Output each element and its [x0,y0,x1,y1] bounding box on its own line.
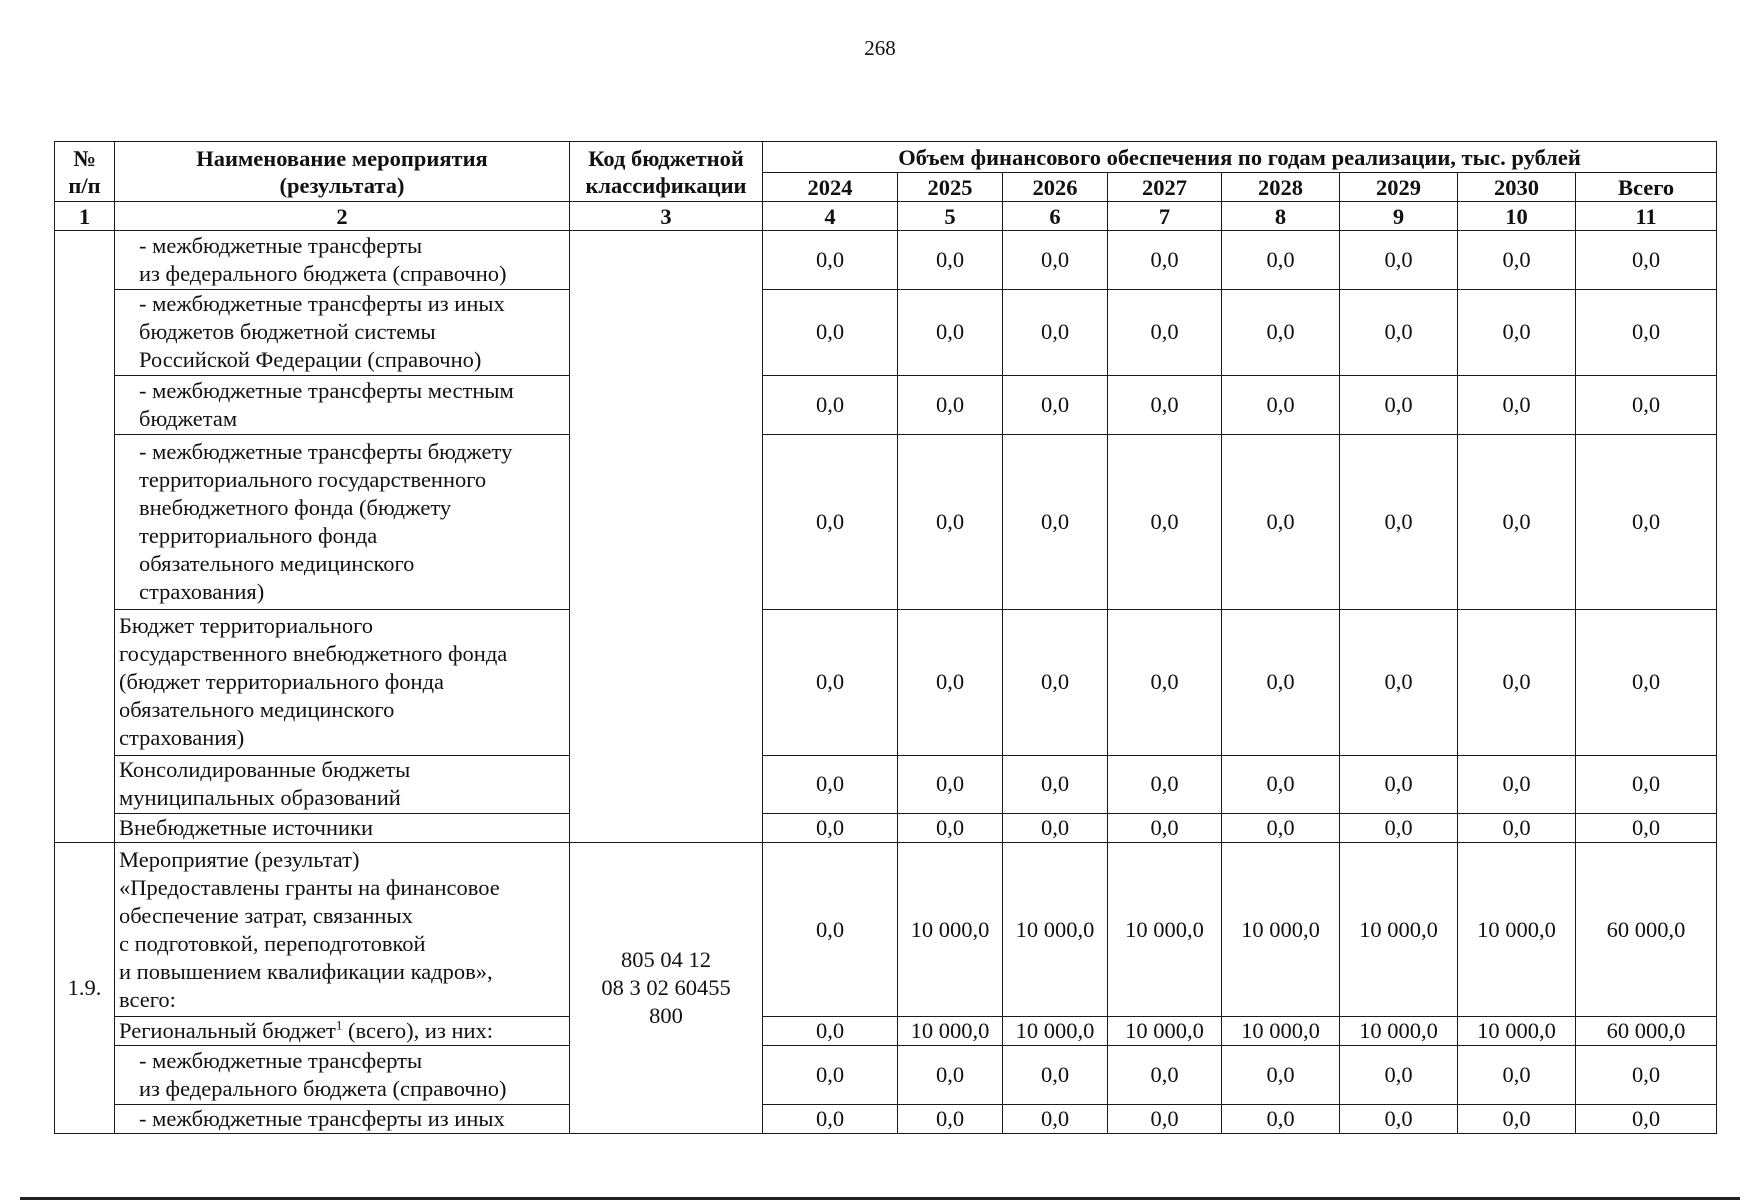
value-cell: 0,0 [1003,755,1108,814]
header-row-1 [55,142,1717,173]
value-cell: 0,0 [1458,755,1576,814]
value-cell: 0,0 [1576,376,1717,435]
header-col-no: № п/п [55,142,115,202]
value-cell: 0,0 [1108,1046,1222,1105]
value-cell: 0,0 [1458,1104,1576,1133]
header-index-row [55,202,1717,231]
value-cell: 10 000,0 [1458,1016,1576,1045]
value-cell: 0,0 [898,610,1003,755]
value-cell: 0,0 [1340,289,1458,376]
value-cell: 0,0 [1458,1046,1576,1105]
value-cell: 0,0 [1108,434,1222,610]
value-cell: 0,0 [1222,231,1340,290]
index-cell: 5 [898,202,1003,231]
table-row [55,231,1717,290]
value-cell: 0,0 [1108,814,1222,843]
value-cell: 0,0 [898,289,1003,376]
table-row [55,289,1717,376]
table-row-item-1-9 [55,843,1717,1017]
value-cell: 0,0 [898,814,1003,843]
value-cell: 0,0 [1458,610,1576,755]
value-cell: 10 000,0 [1003,1016,1108,1045]
row-name: - межбюджетные трансферты из иных бюджетов бюджетной системы Российской Федерации (справочно) [115,289,570,376]
footnote-marker: 1 [335,1017,343,1033]
value-cell: 0,0 [1003,434,1108,610]
value-cell: 0,0 [1340,231,1458,290]
table-row [55,1104,1717,1133]
value-cell: 0,0 [1576,1046,1717,1105]
value-cell: 10 000,0 [1003,843,1108,1017]
value-cell: 0,0 [1108,1104,1222,1133]
value-cell: 0,0 [1222,376,1340,435]
index-cell: 1 [55,202,115,231]
index-cell: 10 [1458,202,1576,231]
table-row [55,610,1717,755]
value-cell: 0,0 [763,814,898,843]
value-cell: 0,0 [1222,814,1340,843]
value-cell: 0,0 [1108,289,1222,376]
header-year: 2026 [1003,173,1108,202]
value-cell: 0,0 [1108,376,1222,435]
value-cell: 0,0 [1340,1046,1458,1105]
value-cell: 0,0 [763,755,898,814]
value-cell: 0,0 [1003,814,1108,843]
value-cell: 0,0 [763,1104,898,1133]
value-cell: 0,0 [1458,376,1576,435]
table-row [55,1016,1717,1045]
value-cell: 10 000,0 [1340,843,1458,1017]
code-empty [570,231,763,843]
index-cell: 4 [763,202,898,231]
row-name: - межбюджетные трансферты из федерального бюджета (справочно) [115,231,570,290]
value-cell: 0,0 [1340,376,1458,435]
value-cell: 10 000,0 [1108,1016,1222,1045]
value-cell: 0,0 [1340,814,1458,843]
index-cell: 2 [115,202,570,231]
value-cell: 0,0 [1576,610,1717,755]
value-cell: 0,0 [763,289,898,376]
value-cell: 0,0 [1576,755,1717,814]
value-cell: 0,0 [1222,755,1340,814]
value-cell: 0,0 [1222,1104,1340,1133]
header-col-name: Наименование мероприятия (результата) [115,142,570,202]
header-year: 2029 [1340,173,1458,202]
header-year: 2025 [898,173,1003,202]
value-cell: 0,0 [1108,755,1222,814]
value-cell: 0,0 [1340,434,1458,610]
value-cell: 0,0 [1222,289,1340,376]
value-cell: 10 000,0 [1222,843,1340,1017]
value-cell: 0,0 [898,1046,1003,1105]
value-cell: 0,0 [1458,814,1576,843]
value-cell: 0,0 [1576,814,1717,843]
header-col-volume: Объем финансового обеспечения по годам реализации, тыс. рублей [763,142,1717,173]
row-name: Мероприятие (результат) «Предоставлены гранты на финансовое обеспечение затрат, связанных с подготовкой, переподготовкой и повышением квалификации кадров», всего: [115,843,570,1017]
table-row [55,434,1717,610]
value-cell: 0,0 [1003,376,1108,435]
value-cell: 0,0 [763,376,898,435]
row-name: Внебюджетные источники [115,814,570,843]
index-cell: 9 [1340,202,1458,231]
value-cell: 10 000,0 [898,843,1003,1017]
value-cell: 0,0 [1458,231,1576,290]
value-cell: 0,0 [1003,231,1108,290]
header-col-code: Код бюджетной классификации [570,142,763,202]
row-name: - межбюджетные трансферты бюджету территориального государственного внебюджетного фонда (бюджету территориального фонда обязательного медицинского страхования) [115,434,570,610]
index-cell: 8 [1222,202,1340,231]
header-year: 2030 [1458,173,1576,202]
row-number: 1.9. [55,843,115,1134]
value-cell: 10 000,0 [1340,1016,1458,1045]
row-name: - межбюджетные трансферты из федерального бюджета (справочно) [115,1046,570,1105]
value-cell: 0,0 [763,1046,898,1105]
value-cell: 0,0 [763,610,898,755]
value-cell: 0,0 [1340,1104,1458,1133]
value-cell: 10 000,0 [1222,1016,1340,1045]
value-cell: 0,0 [1458,434,1576,610]
value-cell: 0,0 [763,1016,898,1045]
table-row [55,1046,1717,1105]
row-name: Консолидированные бюджеты муниципальных образований [115,755,570,814]
table-row [55,755,1717,814]
header-total: Всего [1576,173,1717,202]
row-name: Бюджет территориального государственного внебюджетного фонда (бюджет территориального фонда обязательного медицинского страхования) [115,610,570,755]
header-year: 2028 [1222,173,1340,202]
value-cell: 0,0 [1576,434,1717,610]
value-cell: 10 000,0 [1458,843,1576,1017]
value-cell: 0,0 [1576,1104,1717,1133]
budget-code: 805 04 12 08 3 02 60455 800 [570,843,763,1134]
header-year: 2024 [763,173,898,202]
value-cell: 0,0 [1003,1046,1108,1105]
page-number: 268 [864,36,896,60]
index-cell: 11 [1576,202,1717,231]
index-cell: 6 [1003,202,1108,231]
value-cell: 0,0 [1222,610,1340,755]
value-cell: 0,0 [898,376,1003,435]
value-cell: 0,0 [763,843,898,1017]
row-name: - межбюджетные трансферты из иных [115,1104,570,1133]
value-cell: 0,0 [1222,1046,1340,1105]
value-cell: 0,0 [1003,1104,1108,1133]
value-cell: 0,0 [763,434,898,610]
value-cell: 0,0 [1340,755,1458,814]
value-cell: 0,0 [763,231,898,290]
row-number-empty [55,231,115,843]
value-cell: 0,0 [1222,434,1340,610]
value-cell: 0,0 [1108,610,1222,755]
value-cell: 60 000,0 [1576,1016,1717,1045]
header-year: 2027 [1108,173,1222,202]
budget-table [54,141,1717,1134]
value-cell: 0,0 [1576,289,1717,376]
value-cell: 0,0 [1576,231,1717,290]
value-cell: 0,0 [1458,289,1576,376]
value-cell: 0,0 [898,755,1003,814]
index-cell: 3 [570,202,763,231]
value-cell: 0,0 [1003,610,1108,755]
value-cell: 10 000,0 [898,1016,1003,1045]
index-cell: 7 [1108,202,1222,231]
value-cell: 10 000,0 [1108,843,1222,1017]
row-name: Региональный бюджет$^1$ (всего), из них: [115,1016,570,1045]
value-cell: 0,0 [1003,289,1108,376]
value-cell: 0,0 [1340,610,1458,755]
value-cell: 0,0 [898,231,1003,290]
value-cell: 0,0 [1108,231,1222,290]
value-cell: 60 000,0 [1576,843,1717,1017]
table-row [55,376,1717,435]
value-cell: 0,0 [898,1104,1003,1133]
row-name: - межбюджетные трансферты местным бюджетам [115,376,570,435]
value-cell: 0,0 [898,434,1003,610]
table-row [55,814,1717,843]
